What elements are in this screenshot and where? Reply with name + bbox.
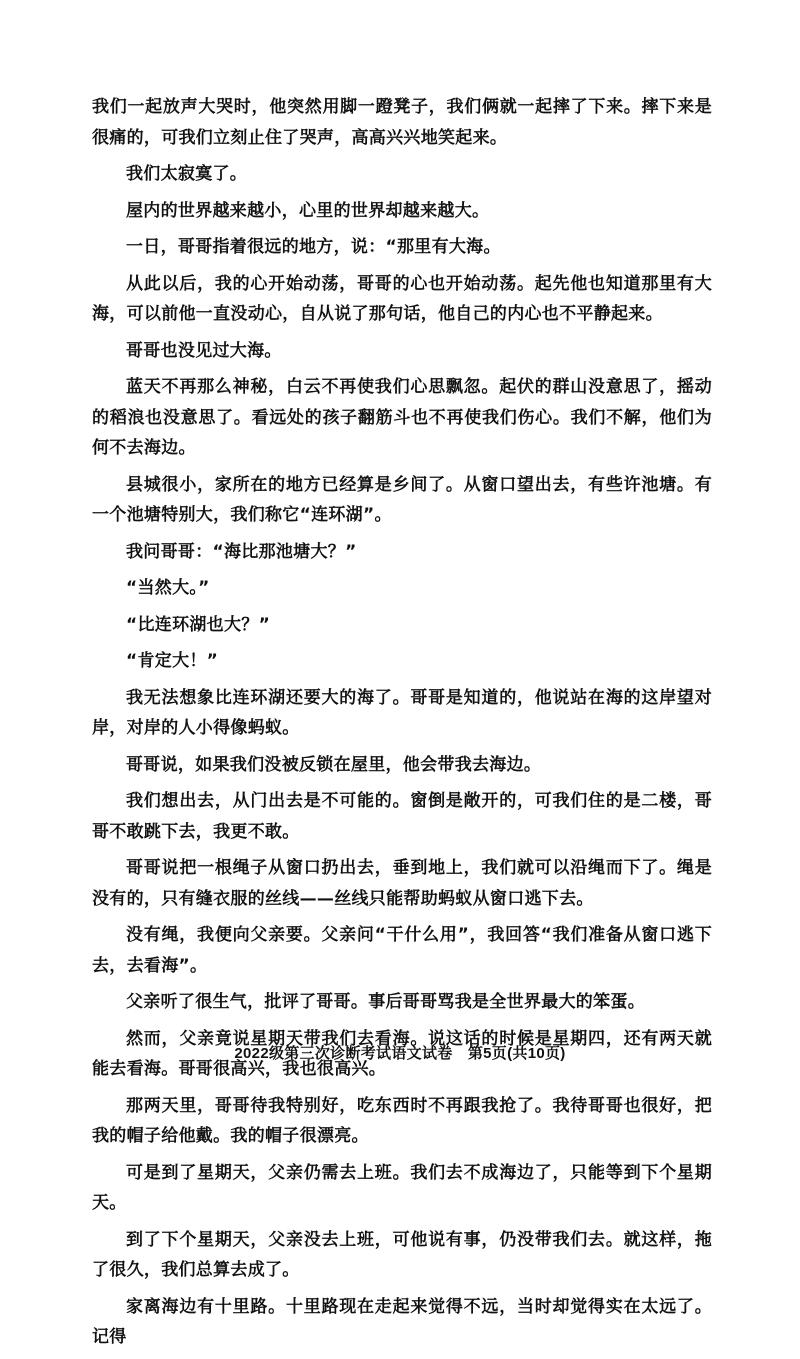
paragraph: 从此以后，我的心开始动荡，哥哥的心也开始动荡。起先他也知道那里有大海，可以前他一直没动心，自从说了那句话，他自己的内心也不平静起来。 bbox=[92, 273, 712, 324]
paragraph: 我们一起放声大哭时，他突然用脚一蹬凳子，我们俩就一起摔了下来。摔下来是很痛的，可我们立刻止住了哭声，高高兴兴地笑起来。 bbox=[92, 97, 712, 148]
paragraph: 县城很小，家所在的地方已经算是乡间了。从窗口望出去，有些许池塘。有一个池塘特别大，我们称它“连环湖”。 bbox=[92, 474, 712, 525]
paragraph: 一日，哥哥指着很远的地方，说：“那里有大海。 bbox=[126, 237, 501, 257]
paragraph: 那两天里，哥哥待我特别好，吃东西时不再跟我抢了。我待哥哥也很好，把我的帽子给他戴。我的帽子很漂亮。 bbox=[92, 1095, 712, 1146]
paragraph: 没有绳，我便向父亲要。父亲问“干什么用”，我回答“我们准备从窗口逃下去，去看海”。 bbox=[92, 925, 712, 976]
paragraph: “当然大。” bbox=[126, 578, 210, 598]
paragraph: 父亲听了很生气，批评了哥哥。事后哥哥骂我是全世界最大的笨蛋。 bbox=[126, 992, 645, 1012]
paragraph: 我们想出去，从门出去是不可能的。窗倒是敞开的，可我们住的是二楼，哥哥不敢跳下去，我更不敢。 bbox=[92, 791, 712, 842]
paragraph: “肯定大！” bbox=[126, 651, 219, 671]
paragraph: 我们太寂寞了。 bbox=[126, 164, 248, 184]
paragraph: 哥哥说把一根绳子从窗口扔出去，垂到地上，我们就可以沿绳而下了。绳是没有的，只有缝衣服的丝线——丝线只能帮助蚂蚁从窗口逃下去。 bbox=[92, 858, 712, 909]
paragraph: 到了下个星期天，父亲没去上班，可他说有事，仍没带我们去。就这样，拖了很久，我们总算去成了。 bbox=[92, 1229, 712, 1280]
paragraph: 然而，父亲竟说星期天带我们去看海。说这话的时候是星期四，还有两天就能去看海。哥哥很高兴，我也很高兴。 bbox=[92, 1028, 712, 1079]
paragraph: 屋内的世界越来越小，心里的世界却越来越大。 bbox=[126, 200, 490, 221]
paragraph: “比连环湖也大？” bbox=[126, 614, 271, 635]
paragraph: 哥哥也没见过大海。 bbox=[126, 340, 282, 361]
paragraph: 蓝天不再那么神秘，白云不再使我们心思飘忽。起伏的群山没意思了，摇动的稻浪也没意思了。看远处的孩子翻筋斗也不再使我们伤心。我们不解，他们为何不去海边。 bbox=[92, 377, 712, 458]
paragraph: 家离海边有十里路。十里路现在走起来觉得不远，当时却觉得实在太远了。记得 bbox=[92, 1296, 712, 1347]
article-body bbox=[92, 92, 712, 1359]
paragraph: 哥哥说，如果我们没被反锁在屋里，他会带我去海边。 bbox=[126, 754, 542, 775]
paragraph: 我问哥哥：“海比那池塘大？” bbox=[126, 541, 357, 562]
page-footer: 2022级第三次诊断考试语文试卷 第5页(共10页) bbox=[234, 1045, 566, 1062]
paragraph: 我无法想象比连环湖还要大的海了。哥哥是知道的，他说站在海的这岸望对岸，对岸的人小得像蚂蚁。 bbox=[92, 687, 712, 738]
paragraph: 可是到了星期天，父亲仍需去上班。我们去不成海边了，只能等到下个星期天。 bbox=[92, 1162, 712, 1213]
